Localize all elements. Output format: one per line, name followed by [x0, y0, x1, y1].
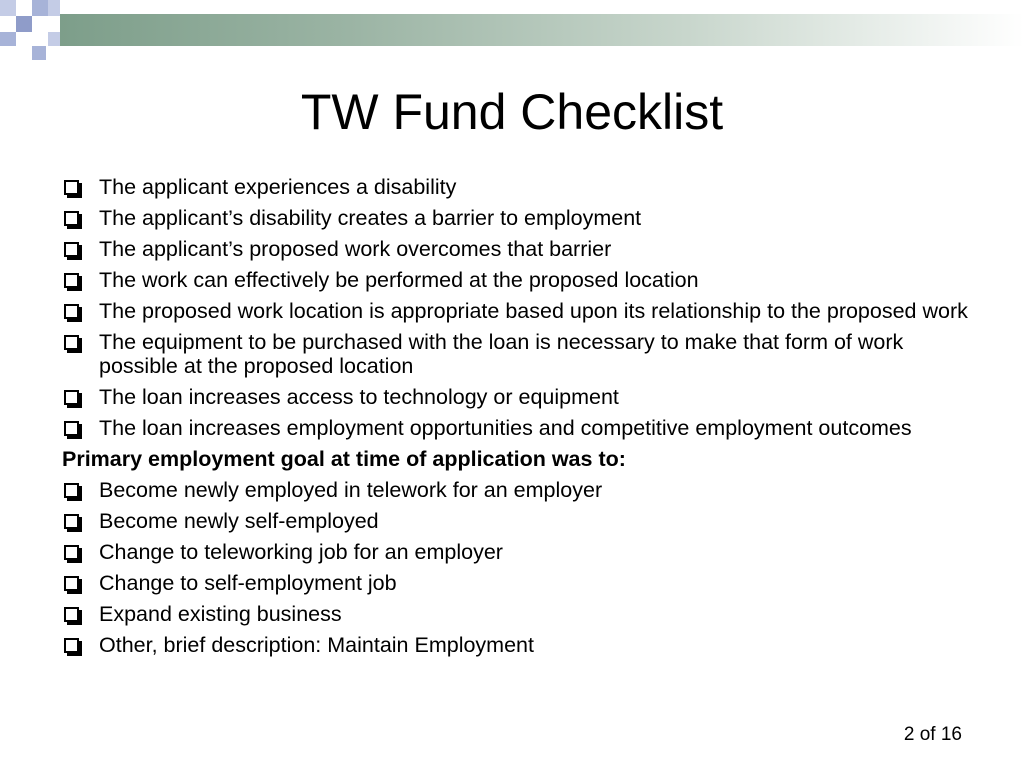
checkbox-icon[interactable] [64, 180, 79, 195]
checklist-item [62, 571, 982, 595]
checkbox-icon[interactable] [64, 335, 79, 350]
checklist-item [62, 509, 982, 533]
checklist-item-label: Expand existing business [99, 602, 342, 626]
checkbox-icon[interactable] [64, 638, 79, 653]
checkbox-icon[interactable] [64, 273, 79, 288]
checkbox-icon[interactable] [64, 304, 79, 319]
checklist-item [62, 385, 982, 409]
checklist-item-label: Change to self-employment job [99, 571, 397, 595]
checklist-item-label: The loan increases access to technology or equipment [99, 385, 619, 409]
checklist-item-label: Change to teleworking job for an employer [99, 540, 503, 564]
checkbox-icon[interactable] [64, 545, 79, 560]
checklist-item-label: Become newly employed in telework for an employer [99, 478, 603, 502]
checklist-item [62, 416, 982, 440]
page-indicator: 2 of 16 [903, 724, 962, 745]
page-title: TW Fund Checklist [300, 84, 724, 140]
checklist-item-label: The work can effectively be performed at the proposed location [99, 268, 699, 292]
checklist-item [62, 175, 982, 199]
section-heading: Primary employment goal at time of application was to: [62, 447, 626, 471]
checklist-item-label: The proposed work location is appropriate based upon its relationship to the proposed work [99, 299, 968, 323]
checklist-item-label: The applicant experiences a disability [99, 175, 457, 199]
checkbox-icon[interactable] [64, 576, 79, 591]
checklist-item [62, 206, 982, 230]
checklist-item [62, 268, 982, 292]
checklist-item [62, 237, 982, 261]
checklist-item-label: The equipment to be purchased with the loan is necessary to make that form of work possible at the proposed location [99, 330, 904, 378]
checkbox-icon[interactable] [64, 514, 79, 529]
checklist-item [62, 478, 982, 502]
checkbox-icon[interactable] [64, 607, 79, 622]
checkbox-icon[interactable] [64, 242, 79, 257]
checkbox-icon[interactable] [64, 390, 79, 405]
checklist [62, 175, 982, 664]
checklist-item-label: Other, brief description: Maintain Employment [99, 633, 534, 657]
checkbox-icon[interactable] [64, 421, 79, 436]
checkbox-icon[interactable] [64, 211, 79, 226]
checklist-item [62, 633, 982, 657]
checkbox-icon[interactable] [64, 483, 79, 498]
header-gradient-bar [60, 14, 1024, 46]
checklist-item [62, 299, 982, 323]
checklist-item-label: The applicant’s proposed work overcomes that barrier [99, 237, 612, 261]
checklist-item-label: The applicant’s disability creates a barrier to employment [99, 206, 642, 230]
checklist-item-label: The loan increases employment opportunities and competitive employment outcomes [99, 416, 912, 440]
checklist-item [62, 330, 982, 378]
checklist-item-label: Become newly self-employed [99, 509, 379, 533]
checklist-item [62, 540, 982, 564]
checklist-item [62, 602, 982, 626]
